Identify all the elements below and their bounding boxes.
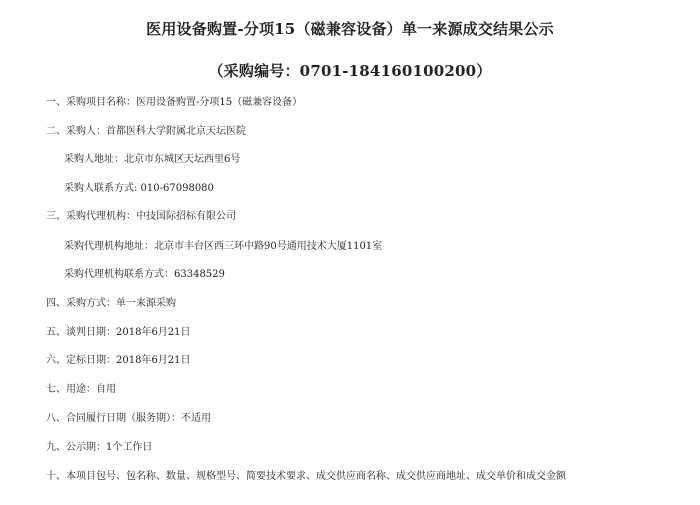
item-text: 谈判日期：2018年6月21日 [66, 327, 191, 338]
item-number: 三、 [46, 211, 66, 222]
item-purchaser-address [64, 154, 240, 166]
item-agency-contact [64, 269, 225, 281]
document-title: 医用设备购置-分项15（磁兼容设备）单一来源成交结果公示 [146, 20, 554, 38]
item-number: 八、 [46, 413, 66, 424]
item-number: 五、 [46, 327, 66, 338]
item-agency-address [64, 241, 382, 253]
item-project-name [46, 97, 302, 109]
item-procurement-method [46, 298, 176, 310]
item-text: 采购代理机构：中技国际招标有限公司 [66, 211, 236, 222]
item-number: 六、 [46, 355, 66, 366]
item-publicity-period [46, 442, 152, 454]
item-text: 采购人地址：北京市东城区天坛西里6号 [64, 154, 241, 165]
item-text: 定标日期：2018年6月21日 [66, 355, 191, 366]
item-text: 采购代理机构地址：北京市丰台区西三环中路90号通用技术大厦1101室 [64, 241, 383, 252]
item-number: 二、 [46, 126, 66, 137]
item-number: 一、 [46, 97, 66, 108]
item-number: 四、 [46, 298, 66, 309]
item-award-date [46, 355, 191, 367]
item-usage [46, 384, 116, 396]
item-number: 九、 [46, 442, 66, 453]
item-text: 采购项目名称：医用设备购置-分项15（磁兼容设备） [66, 97, 303, 108]
item-text: 本项目包号、包名称、数量、规格型号、简要技术要求、成交供应商名称、成交供应商地址、成交单价和成交金额 [66, 471, 566, 482]
item-contract-period [46, 413, 211, 425]
item-number: 十、 [46, 471, 66, 482]
item-text: 采购人：首都医科大学附属北京天坛医院 [66, 126, 246, 137]
item-agency [46, 211, 236, 223]
item-number: 七、 [46, 384, 66, 395]
item-negotiation-date [46, 327, 191, 339]
procurement-number: （采购编号：0701-184160100200） [208, 62, 492, 80]
item-text: 采购方式：单一来源采购 [66, 298, 176, 309]
item-text: 用途：自用 [66, 384, 116, 395]
item-purchaser-contact [64, 183, 214, 195]
item-purchaser [46, 126, 246, 138]
item-text: 采购人联系方式: 010-67098080 [64, 183, 214, 194]
item-text: 合同履行日期（服务期）：不适用 [66, 413, 211, 424]
item-package-details [46, 471, 566, 483]
item-text: 采购代理机构联系方式：63348529 [64, 269, 225, 280]
item-text: 公示期：1个工作日 [66, 442, 153, 453]
